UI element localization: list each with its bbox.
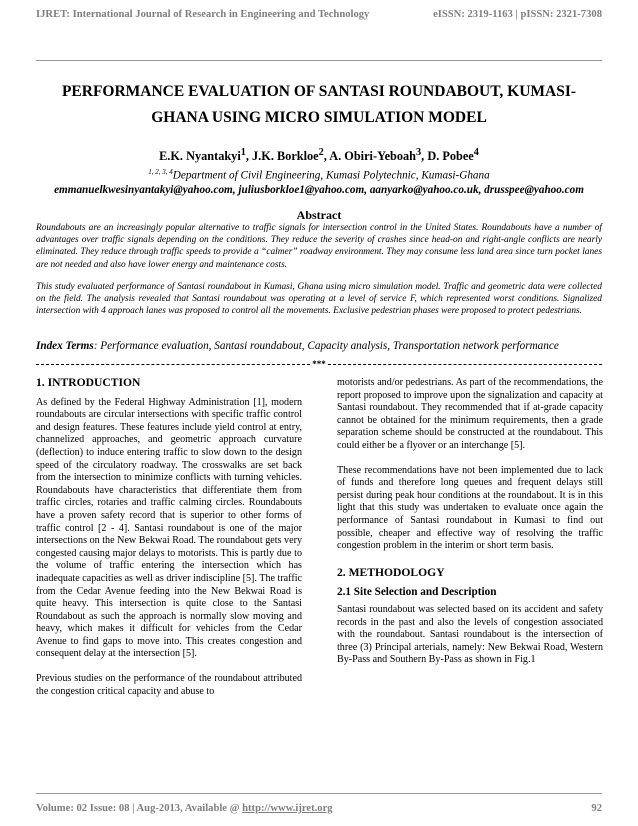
affiliation-text: Department of Civil Engineering, Kumasi Polytechnic, Kumasi-Ghana: [172, 169, 490, 182]
running-header: [36, 9, 602, 20]
section-heading-introduction: 1. INTRODUCTION: [36, 376, 141, 389]
subsection-heading-site: 2.1 Site Selection and Description: [337, 586, 497, 599]
running-footer: [36, 803, 602, 814]
index-terms-label: Index Terms: [36, 340, 94, 352]
dash-line-right: [328, 364, 602, 365]
section-separator: [36, 360, 602, 368]
author-sup: 3: [416, 147, 422, 158]
paragraph-gap: [337, 453, 603, 465]
intro-paragraph-1: As defined by the Federal Highway Administration [1], modern roundabouts are circular intersections with specific traffic control and design features. These features include yield control at entry, channelized approaches, and geometric approach curvature (deflection) to induce entering traffic to slow down to the design speed of the circulatory roadway. The crosswalks are set back from the intersection to minimize conflicts with turning vehicles. Roundabouts have characteristics that differentiate them from traffic circles, rotaries and traffic calming circles. Roundabouts have a proven safety record that is superior to other forms of traffic control [2 - 4]. Santasi roundabout is one of the major intersections on the New Bekwai Road. The roundabout gets very congested causing major delays to motorists. This is partly due to the volume of traffic entering the intersection which has inadequate capacities as well as driver indiscipline [5]. The traffic from the Cedar Avenue feeding into the New Bekwai Road is quite heavy. This intersection is quite close to the Santasi Roundabout as such the approach is normally slow moving and heavy, which makes it difficult for vehicles from the Cedar Avenue to find gaps to move into. This creates congestion and consequent delay at the intersection [5].: [36, 396, 302, 660]
intro-paragraph-2: Previous studies on the performance of the roundabout attributed the congestion critical capacity and abuse to: [36, 673, 302, 697]
index-terms-text: : Performance evaluation, Santasi roundabout, Capacity analysis, Transportation network performance: [93, 340, 559, 352]
abstract-paragraph-1: Roundabouts are an increasingly popular alternative to traffic signals for intersection control in the United States. Roundabouts have a number of advantages over traffic signals depending on the conditions. They reduce the severity of crashes since head-on and right-angle conflicts are nearly eliminated. They reduce through traffic speeds to provide a “calmer” roadway environment. They may consume less land area since turn pocket lanes are not needed and also have lower energy and maintenance costs.: [36, 223, 602, 270]
page-number: 92: [591, 803, 602, 814]
email: emmanuelkwesinyantakyi@yahoo.com: [54, 184, 233, 196]
title-line-2: GHANA USING MICRO SIMULATION MODEL: [151, 109, 487, 126]
author: E.K. Nyantakyi: [159, 149, 241, 164]
intro-paragraph-3: motorists and/or pedestrians. As part of the recommendations, the report proposed to improve upon the signalization and capacity at Santasi roundabout. They recommended that if at-grade capacity cannot be obtained for the minimum requirements, then a grade separation scheme should be constructed at the roundabout. This could either be a flyover or an interchange [5].: [337, 377, 603, 451]
header-rule: [36, 60, 602, 61]
journal-link[interactable]: http://www.ijret.org: [242, 803, 333, 814]
paragraph-gap: [36, 661, 302, 673]
affiliation: [30, 168, 608, 182]
dash-line-left: [36, 364, 310, 365]
separator-mark: ***: [312, 359, 326, 369]
paper-title: [30, 79, 608, 131]
paragraph-gap: [337, 553, 603, 567]
email: aanyarko@yahoo.co.uk: [369, 184, 479, 196]
intro-paragraph-4: These recommendations have not been implemented due to lack of funds and therefore long queues and frequent delays still persist during peak hour conditions at the roundabout. It is in this light that this study was undertaken to evaluate once again the performance of Santasi roundabout in Kumasi to find out possible, cheaper and effective way of resolving the traffic congestion problem in the interim or short term basis.: [337, 464, 603, 552]
footer-rule: [36, 793, 602, 794]
email: juliusborkloe1@yahoo.com: [238, 184, 365, 196]
right-column: [337, 377, 603, 667]
email-list: emmanuelkwesinyantakyi@yahoo.com, juliusborkloe1@yahoo.com, aanyarko@yahoo.co.uk, drusspee@yahoo.com: [54, 184, 584, 196]
author: A. Obiri-Yeboah: [329, 149, 417, 164]
footer-info: [36, 803, 333, 814]
title-line-1: PERFORMANCE EVALUATION OF SANTASI ROUNDABOUT, KUMASI-: [61, 83, 577, 100]
journal-name: IJRET: International Journal of Research in Engineering and Technology: [36, 9, 370, 20]
methodology-paragraph-1: Santasi roundabout was selected based on its accident and safety records in the past and also the levels of congestion associated with the roundabout. Santasi roundabout is the intersection of three (3) Principal arterials, namely: New Bekwai Road, Western By-Pass and Southern By-Pass as shown in Fig.1: [337, 603, 603, 666]
affiliation-sup: 1, 2, 3, 4: [148, 168, 173, 176]
author: J.K. Borkloe: [252, 149, 319, 164]
footer-volume: Volume: 02 Issue: 08 | Aug-2013, Available @: [36, 803, 243, 814]
left-column: [36, 377, 302, 698]
author: D. Pobee: [427, 149, 474, 164]
author-list: E.K. Nyantakyi$^1$, J.K. Borkloe$^2$, A. Obiri-Yeboah$^3$, D. Pobee$^4$: [159, 147, 479, 164]
section-heading-methodology: 2. METHODOLOGY: [337, 565, 445, 579]
author-sup: 1: [240, 147, 246, 158]
author-sup: 2: [318, 147, 324, 158]
issn: eISSN: 2319-1163 | pISSN: 2321-7308: [433, 9, 602, 20]
author-sup: 4: [473, 147, 479, 158]
abstract-heading: Abstract: [296, 208, 342, 222]
index-terms: [36, 340, 602, 352]
abstract-paragraph-2: This study evaluated performance of Santasi roundabout in Kumasi, Ghana using micro simulation model. Traffic and geometric data were collected on the field. The analysis revealed that Santasi roundabout was operating at a level of service F, which represented worst conditions. Signalized intersection with 4 approach lanes was proposed to control all the movements. Exclusive pedestrian phases were proposed to protect pedestrians.: [36, 282, 602, 317]
email: drusspee@yahoo.com: [484, 184, 584, 196]
